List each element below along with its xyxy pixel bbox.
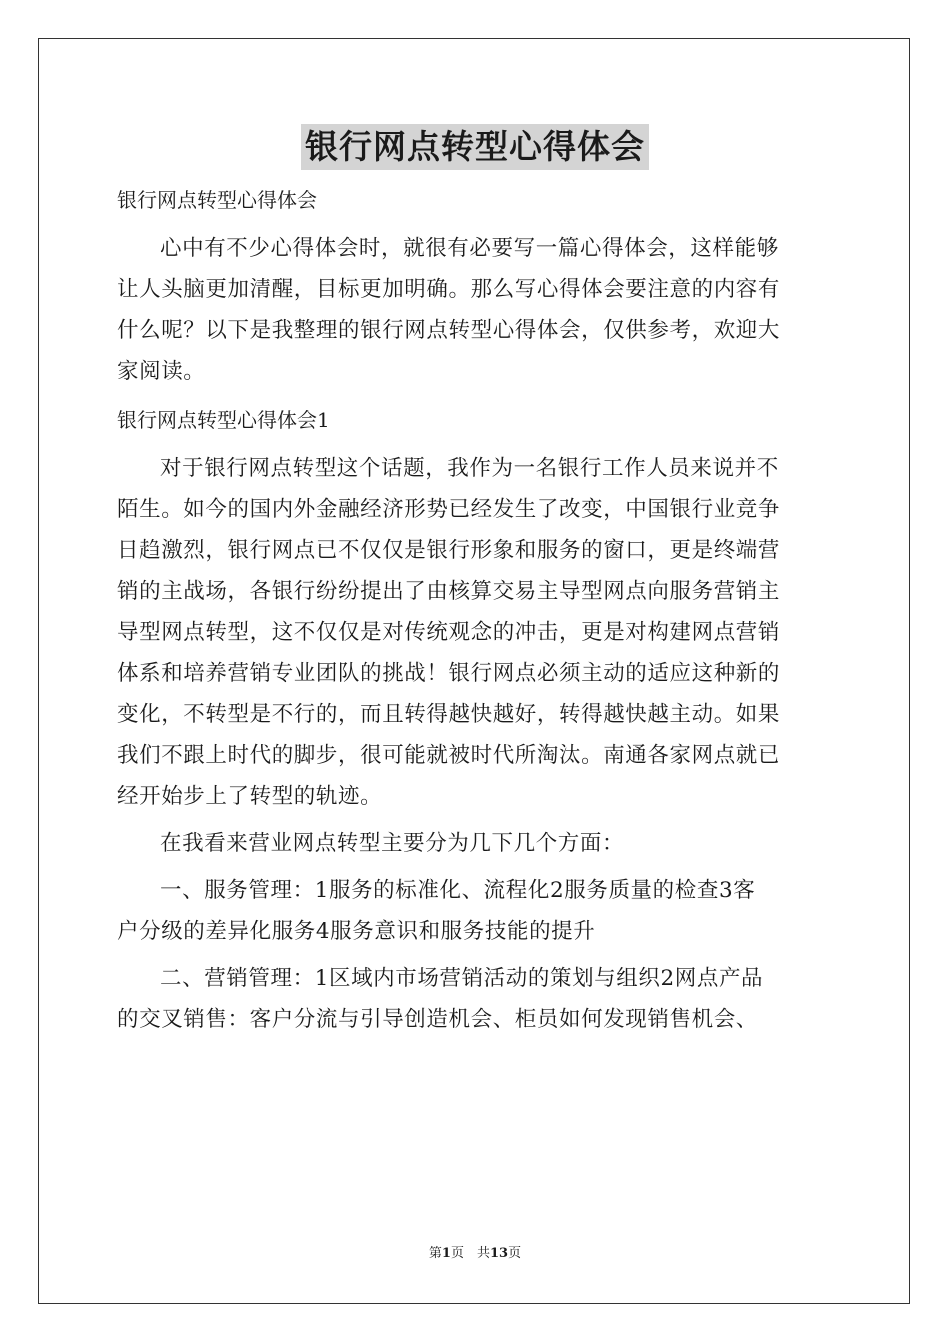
paragraph-line: 户分级的差异化服务4服务意识和服务技能的提升 [117,919,596,944]
footer-suffix: 页 [508,1246,522,1261]
aspect-one-paragraph [117,870,833,952]
paragraph-line: 我们不跟上时代的脚步，很可能就被时代所淘汰。南通各家网点就已 [117,743,781,768]
footer-mid: 页 共 [450,1246,490,1261]
paragraph-line: 在我看来营业网点转型主要分为几下几个方面： [160,831,625,856]
paragraph-line: 二、营销管理：1区域内市场营销活动的策划与组织2网点产品 [160,966,764,991]
paragraph-line: 体系和培养营销专业团队的挑战！银行网点必须主动的适应这种新的 [117,661,781,686]
intro-paragraph [117,228,833,392]
body-paragraph [117,448,833,817]
paragraph-line: 一、服务管理：1服务的标准化、流程化2服务质量的检查3客 [160,878,756,903]
paragraph-line: 的交叉销售：客户分流与引导创造机会、柜员如何发现销售机会、 [117,1007,758,1032]
paragraph-line: 对于银行网点转型这个话题，我作为一名银行工作人员来说并不 [160,456,779,481]
paragraph-line: 销的主战场，各银行纷纷提出了由核算交易主导型网点向服务营销主 [117,579,781,604]
document-title: 银行网点转型心得体会 [301,124,649,170]
paragraph-line: 让人头脑更加清醒，目标更加明确。那么写心得体会要注意的内容有 [117,277,781,302]
section-heading: 银行网点转型心得体会1 [117,408,330,432]
footer-total-pages: 13 [489,1246,509,1261]
aspect-two-paragraph [117,958,833,1040]
document-subtitle: 银行网点转型心得体会 [117,188,317,212]
title-wrap [0,124,950,170]
paragraph-line: 心中有不少心得体会时，就很有必要写一篇心得体会，这样能够 [160,236,779,261]
page-footer [0,1244,950,1264]
aspects-intro-paragraph [117,823,833,864]
paragraph-line: 变化，不转型是不行的，而且转得越快越好，转得越快越主动。如果 [117,702,781,727]
footer-prefix: 第 [428,1246,442,1261]
paragraph-line: 什么呢？以下是我整理的银行网点转型心得体会，仅供参考，欢迎大 [117,318,781,343]
document-body [117,178,833,1046]
paragraph-line: 经开始步上了转型的轨迹。 [117,784,383,809]
paragraph-line: 导型网点转型，这不仅仅是对传统观念的冲击，更是对构建网点营销 [117,620,781,645]
paragraph-line: 日趋激烈，银行网点已不仅仅是银行形象和服务的窗口，更是终端营 [117,538,781,563]
paragraph-line: 家阅读。 [117,359,206,384]
paragraph-line: 陌生。如今的国内外金融经济形势已经发生了改变，中国银行业竞争 [117,497,781,522]
footer-current-page: 1 [441,1246,451,1261]
